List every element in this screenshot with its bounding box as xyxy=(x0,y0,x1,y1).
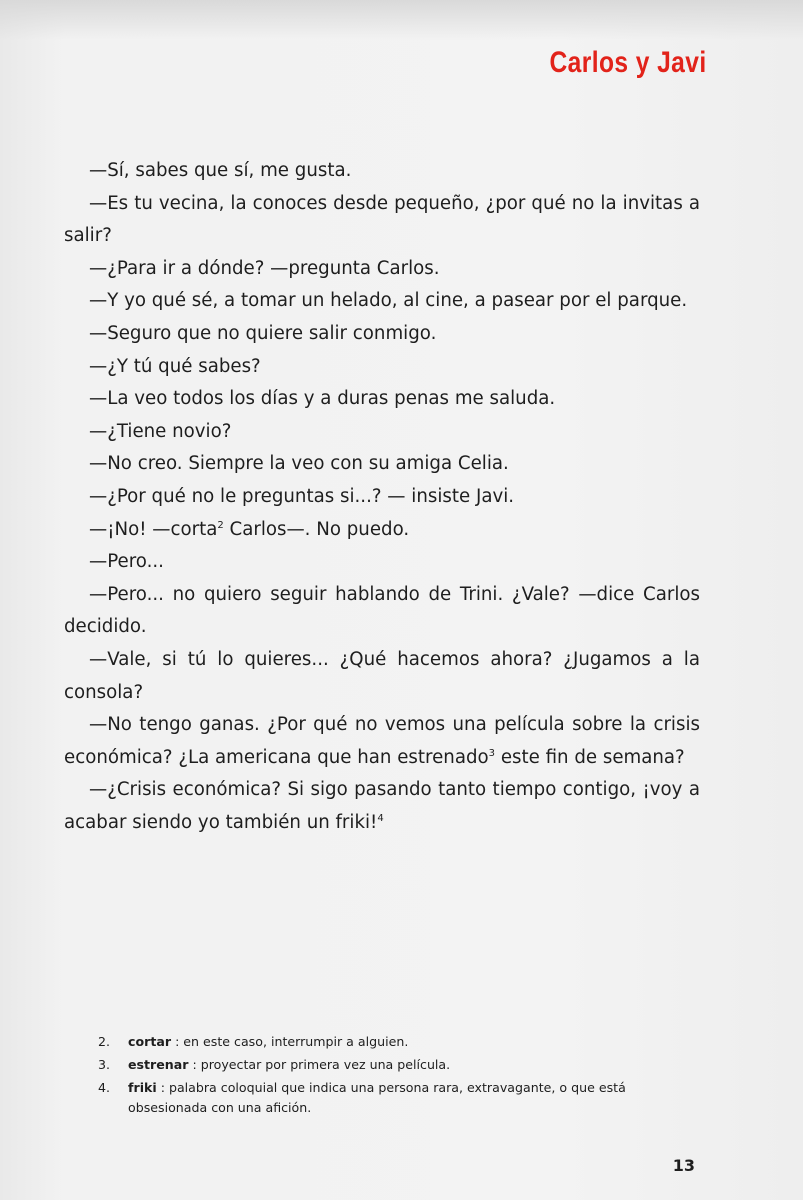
paragraph: —¿Para ir a dónde? —pregunta Carlos. xyxy=(89,257,440,279)
footnote-definition: : palabra coloquial que indica una persona rara, extravagante, o que está obsesionada con una afición. xyxy=(128,1080,626,1115)
paragraph: —No tengo ganas. ¿Por qué no vemos una película sobre la crisis económica? ¿La americana que han estrenado$^3$ este fin de semana? xyxy=(64,714,700,768)
footnote-number: 3. xyxy=(98,1057,111,1072)
paragraph: —¿Tiene novio? xyxy=(89,420,232,442)
page-number: 13 xyxy=(672,1156,695,1175)
paragraph: —¿Crisis económica? Si sigo pasando tanto tiempo contigo, ¡voy a acabar siendo yo también un friki!$^4$ xyxy=(64,779,700,833)
paragraph: —Seguro que no quiere salir conmigo. xyxy=(89,322,437,344)
paragraph: —La veo todos los días y a duras penas me saluda. xyxy=(89,388,556,410)
paragraph: —Pero... xyxy=(89,551,164,573)
chapter-title: Carlos y Javi xyxy=(549,46,707,79)
dialogue-text xyxy=(64,155,700,839)
page-top-shadow xyxy=(0,0,803,40)
paragraph: —¿Por qué no le preguntas si...? — insiste Javi. xyxy=(89,485,515,507)
paragraph: —Sí, sabes que sí, me gusta. xyxy=(89,160,352,181)
footnote-term: cortar xyxy=(128,1034,172,1049)
footnote xyxy=(98,1032,678,1052)
footnote-definition: : proyectar por primera vez una película. xyxy=(188,1057,451,1072)
footnote-number: 2. xyxy=(98,1034,111,1049)
footnote-definition: : en este caso, interrumpir a alguien. xyxy=(171,1034,409,1049)
footnote-term: estrenar xyxy=(128,1057,189,1072)
footnote-term: friki xyxy=(128,1080,157,1095)
paragraph: —Vale, si tú lo quieres... ¿Qué hacemos ahora? ¿Jugamos a la consola? xyxy=(64,648,700,703)
footnote xyxy=(98,1078,678,1118)
footnote-ref: 3 xyxy=(488,747,496,759)
footnote-ref: 2 xyxy=(217,519,224,531)
paragraph: —Es tu vecina, la conoces desde pequeño, ¿por qué no la invitas a salir? xyxy=(64,192,700,247)
footnote-number: 4. xyxy=(98,1080,111,1095)
footnote xyxy=(98,1055,678,1075)
paragraph: —No creo. Siempre la veo con su amiga Celia. xyxy=(89,453,509,475)
paragraph: —¿Y tú qué sabes? xyxy=(89,355,261,377)
footnote-ref: 4 xyxy=(377,812,384,824)
paragraph: —Pero... no quiero seguir hablando de Trini. ¿Vale? —dice Carlos decidido. xyxy=(64,583,700,638)
footnotes xyxy=(98,1032,678,1121)
paragraph: —¡No! —corta$^2$ Carlos—. No puedo. xyxy=(89,518,410,540)
paragraph: —Y yo qué sé, a tomar un helado, al cine, a pasear por el parque. xyxy=(89,290,688,312)
